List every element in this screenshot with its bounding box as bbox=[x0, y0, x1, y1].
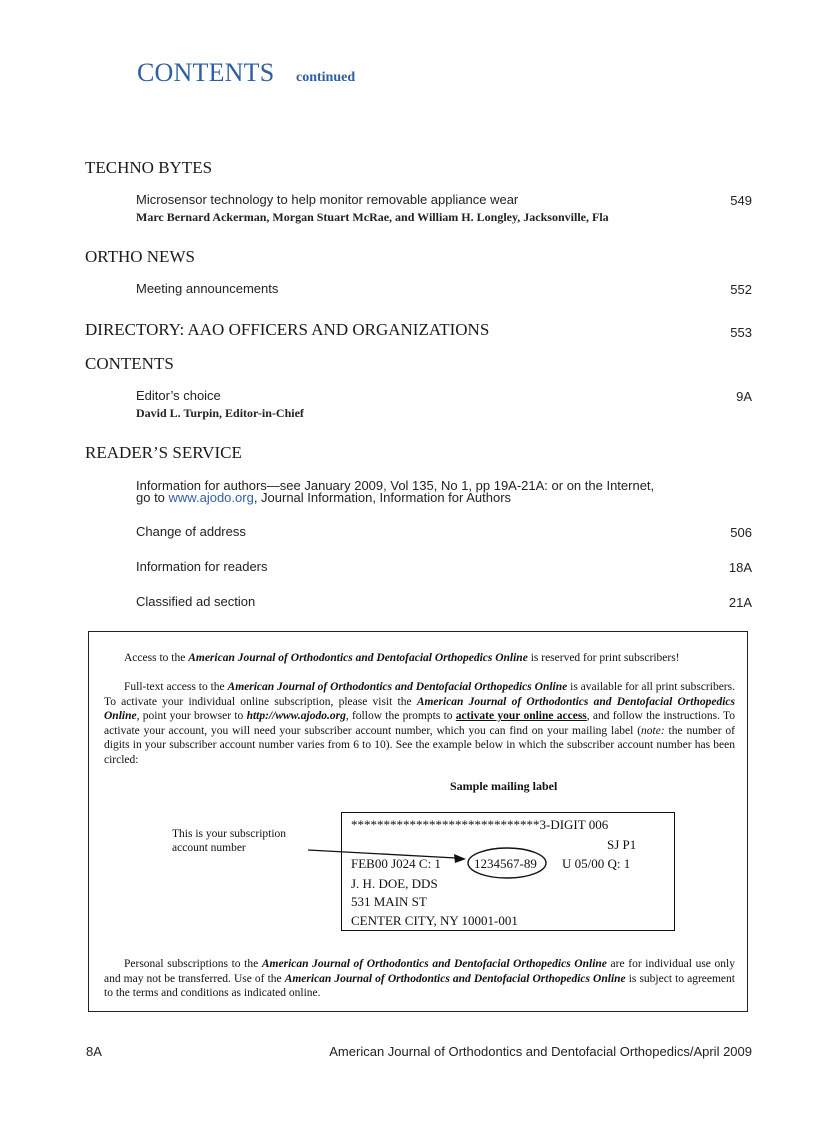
ajodo-link[interactable]: www.ajodo.org bbox=[168, 490, 254, 505]
journal-name: American Journal of Orthodontics and Dentofacial Orthopedics Online bbox=[227, 681, 568, 693]
info-text: , Journal Information, Information for Authors bbox=[253, 490, 512, 505]
notice-text: , point your browser to bbox=[136, 710, 247, 722]
notice-text: is subject to agreement to the terms and conditions as indicated online. bbox=[104, 972, 735, 999]
list-item-classified-ad-section[interactable]: Classified ad section bbox=[136, 594, 256, 609]
journal-name: American Journal of Orthodontics and Dentofacial Orthopedics Online bbox=[104, 695, 735, 722]
label-line-1: *****************************3-DIGIT 006 bbox=[351, 817, 609, 832]
section-heading-directory[interactable]: DIRECTORY: AAO OFFICERS AND ORGANIZATIONS bbox=[85, 320, 490, 339]
callout-line-1: This is your subscription bbox=[172, 828, 287, 840]
label-line-6: CENTER CITY, NY 10001-001 bbox=[351, 913, 518, 928]
ajodo-url-link[interactable]: http://www.ajodo.org bbox=[246, 710, 346, 722]
page-number: 9A bbox=[736, 389, 752, 404]
label-line-2: SJ P1 bbox=[607, 837, 637, 852]
page-number: 18A bbox=[728, 560, 752, 575]
info-text: go to bbox=[136, 490, 169, 505]
journal-name: American Journal of Orthodontics and Dentofacial Orthopedics Online bbox=[188, 652, 528, 664]
info-for-authors-line2 bbox=[136, 491, 696, 504]
notice-text: , and follow the instructions. To activate your account, you will need your subscriber account number, which you can find on your mailing label ( bbox=[104, 710, 736, 737]
notice-text: the number of digits in your subscriber account number varies from 6 to 10). See the example below in which the subscriber account number has been circled: bbox=[104, 724, 736, 766]
notice-paragraph-1 bbox=[124, 651, 734, 666]
page-number: 552 bbox=[730, 282, 752, 297]
notice-text: is reserved for print subscribers! bbox=[527, 652, 680, 664]
page-number: 506 bbox=[730, 525, 752, 540]
page-title: CONTENTS bbox=[137, 58, 275, 87]
notice-text: , follow the prompts to bbox=[345, 710, 456, 722]
notice-paragraph-2 bbox=[104, 680, 735, 767]
list-item-information-for-readers[interactable]: Information for readers bbox=[136, 559, 268, 574]
callout-line-2: account number bbox=[172, 842, 246, 854]
article-title[interactable]: Editor’s choice bbox=[136, 388, 221, 403]
article-title[interactable]: Microsensor technology to help monitor removable appliance wear bbox=[136, 192, 519, 207]
journal-name: American Journal of Orthodontics and Dentofacial Orthopedics Online bbox=[284, 972, 626, 985]
notice-text: are for individual use only and may not be transferred. Use of the bbox=[104, 958, 735, 985]
footer-page-number: 8A bbox=[86, 1044, 102, 1059]
info-for-authors-line1: Information for authors—see January 2009, Vol 135, No 1, pp 19A-21A: or on the Internet, bbox=[136, 478, 655, 493]
page-number: 21A bbox=[728, 595, 752, 610]
list-item-change-of-address[interactable]: Change of address bbox=[136, 524, 246, 539]
article-authors: Marc Bernard Ackerman, Morgan Stuart McRae, and William H. Longley, Jacksonville, Fla bbox=[136, 210, 609, 224]
section-heading-contents: CONTENTS bbox=[85, 354, 174, 373]
article-title[interactable]: Meeting announcements bbox=[136, 281, 279, 296]
article-authors: David L. Turpin, Editor-in-Chief bbox=[136, 406, 304, 420]
page-number: 549 bbox=[730, 193, 752, 208]
footer-journal-line: American Journal of Orthodontics and Dentofacial Orthopedics/April 2009 bbox=[329, 1044, 752, 1059]
section-heading-readers-service: READER’S SERVICE bbox=[85, 443, 242, 462]
notice-text: is available for all print subscribers. To activate your individual online subscription, please visit the bbox=[104, 681, 735, 708]
notice-text: Personal subscriptions to the bbox=[124, 958, 262, 970]
activate-online-access-link[interactable]: activate your online access bbox=[455, 710, 587, 722]
section-heading-techno-bytes: TECHNO BYTES bbox=[85, 158, 213, 177]
page-number: 553 bbox=[730, 325, 752, 340]
sample-label-title: Sample mailing label bbox=[450, 779, 558, 793]
note-label: note: bbox=[641, 724, 665, 737]
notice-text: Full-text access to the bbox=[124, 681, 228, 693]
notice-text: Access to the bbox=[124, 652, 189, 664]
account-number-circle bbox=[466, 846, 548, 880]
account-number: 1234567-89 bbox=[474, 856, 537, 871]
continued-label: continued bbox=[296, 70, 356, 85]
section-heading-ortho-news: ORTHO NEWS bbox=[85, 247, 195, 266]
notice-paragraph-3 bbox=[104, 957, 735, 1001]
label-line-3a: FEB00 J024 C: 1 bbox=[351, 856, 441, 871]
label-line-5: 531 MAIN ST bbox=[351, 894, 427, 909]
label-line-3b: U 05/00 Q: 1 bbox=[562, 856, 631, 871]
journal-name: American Journal of Orthodontics and Dentofacial Orthopedics Online bbox=[261, 958, 607, 970]
label-line-4: J. H. DOE, DDS bbox=[351, 876, 438, 891]
